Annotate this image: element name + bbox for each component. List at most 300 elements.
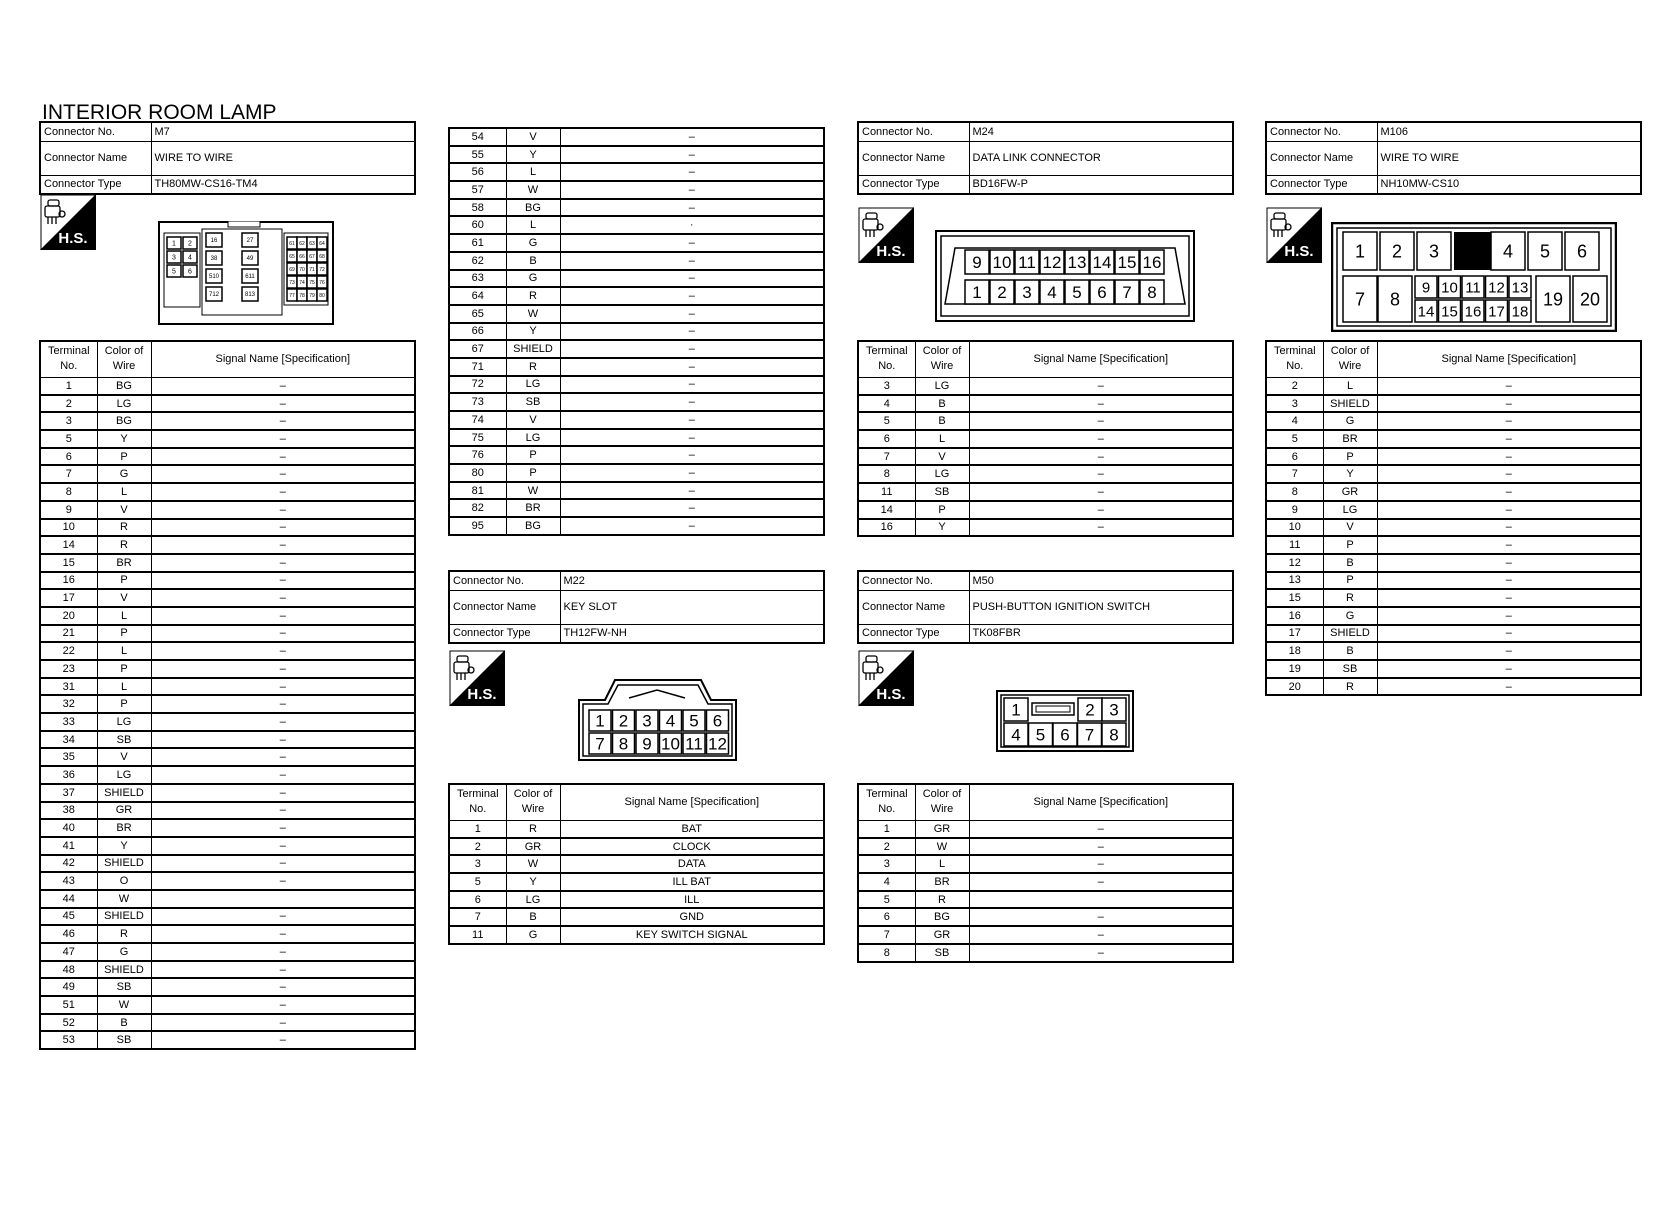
terminal-no: 34 [40, 731, 97, 749]
pin-number: 712 [208, 292, 220, 299]
pin-number: 2 [1391, 241, 1403, 262]
signal-name: – [151, 465, 415, 483]
pin-number: 18 [1511, 303, 1529, 321]
wire-color: B [915, 395, 969, 413]
table-row [449, 517, 824, 535]
wire-color: P [97, 625, 151, 643]
signal-name: ILL [560, 891, 824, 909]
wire-color: BR [97, 819, 151, 837]
signal-name: – [560, 323, 824, 341]
signal-name: – [1377, 412, 1641, 430]
connector-no-value: M50 [969, 571, 1233, 590]
terminal-no: 36 [40, 766, 97, 784]
wire-color: L [506, 163, 560, 181]
terminal-no: 54 [449, 128, 506, 146]
wire-color: W [97, 890, 151, 908]
wire-color: P [97, 448, 151, 466]
wire-color: GR [915, 926, 969, 944]
wire-color: B [506, 252, 560, 270]
terminal-no: 10 [40, 519, 97, 537]
pin-number: 27 [246, 238, 254, 245]
wire-color: GR [915, 820, 969, 838]
terminal-no: 38 [40, 802, 97, 820]
terminal-no: 62 [449, 252, 506, 270]
wire-color: SHIELD [1323, 625, 1377, 643]
connector-no-value: M106 [1377, 122, 1641, 141]
pin-number: 76 [319, 279, 325, 286]
pin-number: 6 [1097, 283, 1107, 303]
terminal-no: 3 [858, 855, 915, 873]
terminal-no: 15 [40, 554, 97, 572]
signal-name: – [151, 377, 415, 395]
table-row [40, 660, 415, 678]
pin-number: 8 [618, 734, 629, 754]
signal-name: – [969, 483, 1233, 501]
table-row [449, 234, 824, 252]
pin-number: 1 [972, 283, 982, 303]
terminal-no: 11 [1266, 536, 1323, 554]
page-title: INTERIOR ROOM LAMP [42, 101, 277, 124]
terminal-no: 3 [449, 855, 506, 873]
connector-name-value: KEY SLOT [560, 590, 824, 624]
connector-m24-header [857, 121, 1234, 195]
wire-color: R [506, 820, 560, 838]
wire-color: W [506, 181, 560, 199]
table-row [1266, 412, 1641, 430]
signal-name: GND [560, 908, 824, 926]
wire-color: Y [506, 873, 560, 891]
table-row [449, 181, 824, 199]
wire-color: V [915, 448, 969, 466]
col-signal-name: Signal Name [Specification] [969, 784, 1233, 820]
pin-number: 9 [642, 734, 652, 754]
table-row [1266, 678, 1641, 696]
table-row [40, 625, 415, 643]
wire-color: SB [97, 731, 151, 749]
wire-color: SHIELD [97, 908, 151, 926]
signal-name: – [151, 607, 415, 625]
col-signal-name: Signal Name [Specification] [969, 341, 1233, 377]
pin-number: 77 [289, 292, 295, 299]
col-terminal-no: Terminal No. [1266, 341, 1323, 377]
terminal-no: 14 [40, 536, 97, 554]
terminal-no: 64 [449, 287, 506, 305]
signal-name: – [151, 872, 415, 890]
wire-color: G [97, 943, 151, 961]
table-row [449, 873, 824, 891]
pin-number: 6 [712, 711, 723, 731]
label-connector-type: Connector Type [858, 175, 969, 194]
connector-no-value: M24 [969, 122, 1233, 141]
pin-number: 2 [1085, 700, 1095, 720]
table-row [858, 820, 1233, 838]
signal-name: – [969, 820, 1233, 838]
table-row [1266, 589, 1641, 607]
signal-name: – [151, 448, 415, 466]
signal-name: – [969, 944, 1233, 962]
signal-name: – [560, 393, 824, 411]
table-row [858, 891, 1233, 909]
table-row [449, 358, 824, 376]
terminal-no: 20 [40, 607, 97, 625]
table-row [1266, 377, 1641, 395]
signal-name: – [560, 411, 824, 429]
terminal-no: 13 [1266, 572, 1323, 590]
pin-number: 6 [1576, 241, 1588, 262]
wire-color: P [1323, 536, 1377, 554]
wire-color: B [97, 1014, 151, 1032]
terminal-no: 53 [40, 1031, 97, 1049]
signal-name: – [560, 287, 824, 305]
pin-number: 7 [1122, 283, 1132, 303]
terminal-no: 33 [40, 713, 97, 731]
terminal-no: 74 [449, 411, 506, 429]
signal-name: – [151, 748, 415, 766]
table-row [449, 393, 824, 411]
table-row [449, 376, 824, 394]
table-row [40, 572, 415, 590]
table-row [449, 270, 824, 288]
signal-name [969, 891, 1233, 909]
table-row [40, 748, 415, 766]
signal-name [151, 890, 415, 908]
table-row [40, 802, 415, 820]
terminal-no: 2 [1266, 377, 1323, 395]
pin-number: 813 [244, 292, 256, 299]
signal-name: KEY SWITCH SIGNAL [560, 926, 824, 944]
pin-number: 12 [708, 734, 727, 754]
pin-number: 4 [665, 711, 676, 731]
table-row [1266, 483, 1641, 501]
wire-color: GR [1323, 483, 1377, 501]
table-row [858, 855, 1233, 873]
hs-label: H.S. [58, 230, 88, 247]
pin-number: 1 [1354, 241, 1366, 262]
col-signal-name: Signal Name [Specification] [151, 341, 415, 377]
wire-color: LG [915, 465, 969, 483]
terminal-no: 49 [40, 978, 97, 996]
table-row [40, 943, 415, 961]
wire-color: P [1323, 448, 1377, 466]
wire-color: O [97, 872, 151, 890]
connector-name-value: WIRE TO WIRE [151, 141, 415, 175]
terminal-no: 47 [40, 943, 97, 961]
terminal-no: 44 [40, 890, 97, 908]
terminal-no: 20 [1266, 678, 1323, 696]
wire-color: SHIELD [1323, 395, 1377, 413]
terminal-no: 8 [40, 483, 97, 501]
connector-m7-table [39, 340, 416, 1050]
pin-number: 71 [309, 266, 315, 273]
wire-color: P [97, 695, 151, 713]
terminal-no: 17 [1266, 625, 1323, 643]
wire-color: G [506, 270, 560, 288]
terminal-no: 1 [858, 820, 915, 838]
hs-label: H.S. [1284, 243, 1314, 260]
table-row [449, 199, 824, 217]
pin-number: 79 [309, 292, 315, 299]
table-row [40, 412, 415, 430]
signal-name: – [560, 181, 824, 199]
terminal-no: 17 [40, 589, 97, 607]
col-terminal-no: Terminal No. [858, 341, 915, 377]
hs-label: H.S. [876, 686, 906, 703]
terminal-no: 41 [40, 837, 97, 855]
wire-color: L [506, 216, 560, 234]
terminal-no: 7 [40, 465, 97, 483]
wire-color: BG [97, 412, 151, 430]
pin-number: 10 [992, 253, 1012, 273]
connector-m22-header [448, 570, 825, 644]
pin-number: 3 [642, 711, 652, 731]
terminal-no: 67 [449, 340, 506, 358]
pin-number: 2 [997, 283, 1007, 303]
wire-color: BR [915, 873, 969, 891]
terminal-no: 43 [40, 872, 97, 890]
signal-name: – [151, 961, 415, 979]
signal-name: – [151, 625, 415, 643]
pin-number: 12 [1042, 253, 1062, 273]
label-connector-no: Connector No. [449, 571, 560, 590]
pin-number: 4 [188, 254, 192, 262]
terminal-no: 15 [1266, 589, 1323, 607]
wire-color: SHIELD [506, 340, 560, 358]
connector-m7-face [158, 221, 334, 330]
signal-name: – [151, 554, 415, 572]
pin-number: 5 [1072, 283, 1082, 303]
signal-name: – [969, 838, 1233, 856]
label-connector-name: Connector Name [858, 141, 969, 175]
pin-number: 2 [618, 711, 629, 731]
wire-color: Y [97, 837, 151, 855]
wire-color: G [1323, 607, 1377, 625]
label-connector-name: Connector Name [858, 590, 969, 624]
label-connector-no: Connector No. [858, 122, 969, 141]
harness-side-icon [449, 650, 505, 706]
pin-number: 38 [210, 256, 218, 263]
connector-no-value: M22 [560, 571, 824, 590]
pin-number: 61 [289, 240, 295, 247]
signal-name: – [1377, 589, 1641, 607]
wire-color: P [915, 501, 969, 519]
terminal-no: 52 [40, 1014, 97, 1032]
terminal-no: 35 [40, 748, 97, 766]
terminal-no: 7 [1266, 465, 1323, 483]
wire-color: Y [506, 146, 560, 164]
terminal-no: 40 [40, 819, 97, 837]
terminal-no: 60 [449, 216, 506, 234]
wire-color: R [506, 358, 560, 376]
wire-color: R [915, 891, 969, 909]
signal-name: – [560, 128, 824, 146]
terminal-no: 4 [1266, 412, 1323, 430]
hs-label: H.S. [876, 243, 906, 260]
terminal-no: 42 [40, 855, 97, 873]
connector-m50-face [996, 690, 1134, 757]
wire-color: GR [506, 838, 560, 856]
label-connector-type: Connector Type [858, 624, 969, 643]
wire-color: BR [506, 499, 560, 517]
table-row [1266, 572, 1641, 590]
wire-color: V [97, 501, 151, 519]
terminal-no: 5 [40, 430, 97, 448]
pin-number: 8 [1109, 725, 1119, 745]
table-row [858, 926, 1233, 944]
signal-name: – [151, 978, 415, 996]
terminal-no: 46 [40, 925, 97, 943]
wire-color: B [915, 412, 969, 430]
connector-key [228, 221, 260, 227]
table-row [449, 163, 824, 181]
signal-name: ILL BAT [560, 873, 824, 891]
signal-name: – [560, 464, 824, 482]
table-row [1266, 395, 1641, 413]
terminal-no: 14 [858, 501, 915, 519]
signal-name: – [151, 819, 415, 837]
terminal-no: 9 [1266, 501, 1323, 519]
connector-m106-table [1265, 340, 1642, 696]
terminal-no: 31 [40, 678, 97, 696]
pin-number: 13 [1511, 279, 1529, 297]
wire-color: W [506, 482, 560, 500]
wire-color: BR [1323, 430, 1377, 448]
table-row [40, 855, 415, 873]
signal-name: – [1377, 377, 1641, 395]
pin-number: 62 [299, 240, 305, 247]
pin-number: 8 [1389, 289, 1401, 310]
wire-color: L [97, 642, 151, 660]
wire-color: LG [97, 766, 151, 784]
terminal-no: 81 [449, 482, 506, 500]
connector-m24-face [935, 230, 1195, 327]
signal-name: – [151, 660, 415, 678]
label-connector-type: Connector Type [1266, 175, 1377, 194]
table-row [40, 536, 415, 554]
terminal-no: 6 [858, 430, 915, 448]
hs-label: H.S. [467, 686, 497, 703]
signal-name: – [151, 501, 415, 519]
table-row [1266, 625, 1641, 643]
pin-number: 7 [595, 734, 605, 754]
table-row [40, 501, 415, 519]
terminal-no: 22 [40, 642, 97, 660]
pin-number: 15 [1117, 253, 1137, 273]
wire-color: LG [506, 891, 560, 909]
connector-m106-header [1265, 121, 1642, 195]
terminal-no: 1 [449, 820, 506, 838]
terminal-no: 10 [1266, 519, 1323, 537]
signal-name: – [151, 695, 415, 713]
pin-number: 5 [689, 711, 699, 731]
label-connector-name: Connector Name [40, 141, 151, 175]
signal-name: – [1377, 536, 1641, 554]
signal-name: – [1377, 448, 1641, 466]
wire-color: W [506, 305, 560, 323]
harness-side-icon [1266, 207, 1322, 263]
wire-color: P [97, 572, 151, 590]
pin-number: 6 [188, 268, 192, 276]
table-row [1266, 465, 1641, 483]
signal-name: – [151, 766, 415, 784]
wire-color: SB [1323, 660, 1377, 678]
wire-color: B [1323, 642, 1377, 660]
connector-type-value: TK08FBR [969, 624, 1233, 643]
connector-m22-face [577, 676, 738, 767]
terminal-no: 6 [1266, 448, 1323, 466]
terminal-no: 9 [40, 501, 97, 519]
terminal-no: 11 [449, 926, 506, 944]
signal-name: – [151, 925, 415, 943]
wire-color: R [97, 536, 151, 554]
signal-name: – [151, 519, 415, 537]
table-row [1266, 501, 1641, 519]
signal-name: – [1377, 678, 1641, 696]
connector-type-value: TH80MW-CS16-TM4 [151, 175, 415, 194]
table-row [40, 395, 415, 413]
signal-name: – [151, 784, 415, 802]
terminal-no: 61 [449, 234, 506, 252]
terminal-no: 56 [449, 163, 506, 181]
signal-name: – [969, 448, 1233, 466]
wire-color: SB [506, 393, 560, 411]
signal-name: – [151, 412, 415, 430]
signal-name: · [560, 216, 824, 234]
connector-m106-face [1331, 222, 1617, 337]
terminal-no: 7 [858, 448, 915, 466]
wire-color: P [97, 660, 151, 678]
signal-name: – [151, 483, 415, 501]
table-row [449, 146, 824, 164]
pin-number: 12 [1488, 279, 1505, 297]
table-row [449, 411, 824, 429]
table-row [1266, 519, 1641, 537]
wire-color: P [506, 446, 560, 464]
pin-number: 73 [289, 279, 295, 286]
table-row [40, 554, 415, 572]
signal-name: – [151, 572, 415, 590]
pin-number: 1 [172, 240, 176, 248]
terminal-no: 16 [1266, 607, 1323, 625]
wire-color: L [97, 607, 151, 625]
table-row [40, 642, 415, 660]
wire-color: LG [506, 376, 560, 394]
terminal-no: 5 [449, 873, 506, 891]
signal-name: – [151, 1014, 415, 1032]
signal-name: – [969, 501, 1233, 519]
label-connector-no: Connector No. [858, 571, 969, 590]
wire-color: SB [97, 978, 151, 996]
signal-name: – [969, 430, 1233, 448]
table-row [40, 430, 415, 448]
table-row [449, 855, 824, 873]
terminal-no: 95 [449, 517, 506, 535]
connector-name-value: DATA LINK CONNECTOR [969, 141, 1233, 175]
terminal-no: 2 [40, 395, 97, 413]
table-row [1266, 448, 1641, 466]
terminal-no: 57 [449, 181, 506, 199]
wire-color: BG [915, 908, 969, 926]
wire-color: Y [915, 519, 969, 537]
pin-number: 14 [1092, 253, 1112, 273]
col-signal-name: Signal Name [Specification] [560, 784, 824, 820]
wire-color: SB [97, 1031, 151, 1049]
pin-number: 16 [210, 238, 218, 245]
table-row [858, 377, 1233, 395]
wire-color: Y [506, 323, 560, 341]
terminal-no: 4 [858, 873, 915, 891]
signal-name: – [969, 377, 1233, 395]
label-connector-name: Connector Name [1266, 141, 1377, 175]
